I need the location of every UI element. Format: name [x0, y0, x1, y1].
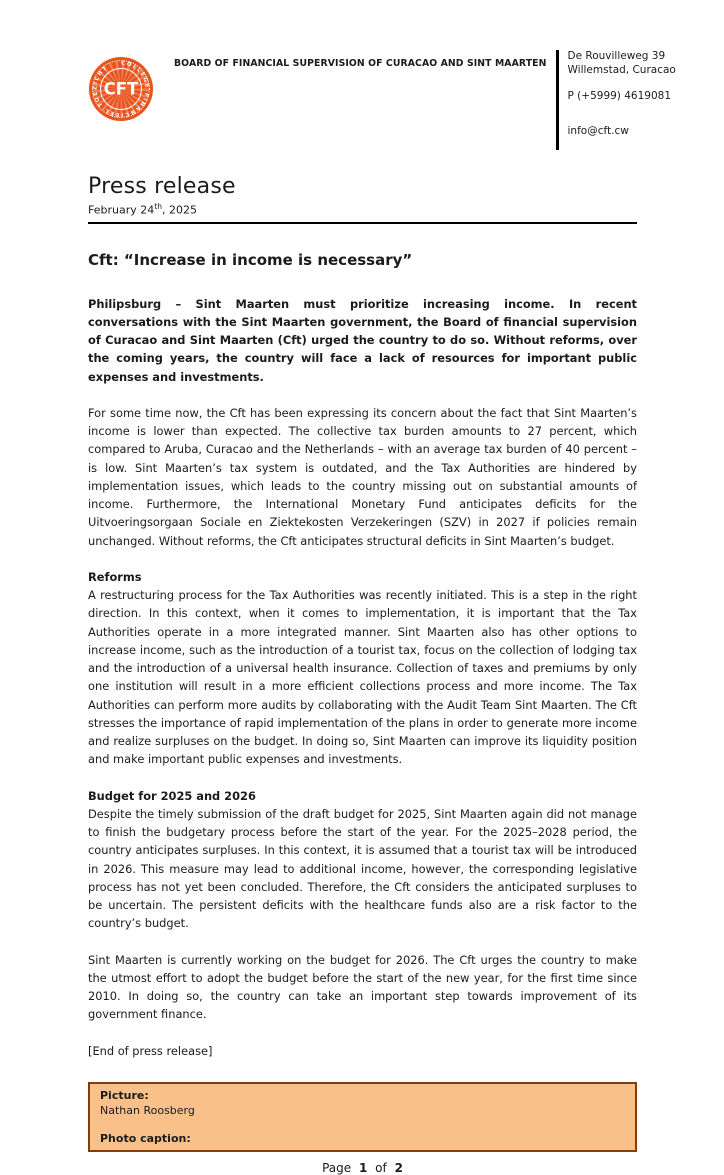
address-line-2: Willemstad, Curacao — [567, 63, 676, 76]
date-ordinal — [154, 202, 162, 211]
footer-page-number: 1 — [358, 1161, 368, 1175]
paragraph-concern: For some time now, the Cft has been expressing its concern about the fact that Sint Maarten’s income is lower than expected. The collective tax burden amounts to 27 percent, which compared to Aruba, Curacao and the Netherlands – with an average tax burden of 40 percent – is low. Sint Maarten’s tax system is outdated, and the Tax Authorities are hindered by implementation issues, which leads to the country missing out on substantial amounts of income. Furthermore, the International Monetary Fund anticipates deficits for the Uitvoeringsorgaan Sociale en Ziektekosten Verzekeringen (SZV) in 2027 if policies remain unchanged. Without reforms, the Cft anticipates structural deficits in Sint Maarten’s budget. — [88, 405, 637, 548]
phone-number: P (+5999) 4619081 — [567, 89, 671, 102]
article-body — [88, 251, 637, 1060]
footer-total-pages: 2 — [394, 1161, 403, 1175]
page-footer — [88, 1161, 637, 1175]
contact-block — [556, 50, 676, 150]
contact-spacer — [568, 104, 676, 125]
end-of-release-note: [End of press release] — [88, 1043, 213, 1058]
document-type-title: Press release — [88, 174, 236, 199]
section-heading-reforms: Reforms — [88, 569, 142, 584]
date-ordinal-text: th — [154, 202, 162, 211]
release-date — [88, 202, 637, 217]
attachment-info-box — [88, 1082, 637, 1153]
cft-logo-graphic — [88, 56, 154, 122]
picture-label: Picture: — [100, 1088, 149, 1102]
footer-page-word: Page — [322, 1161, 352, 1175]
letterhead — [88, 48, 676, 150]
masthead — [88, 174, 637, 224]
paragraph-budget-2026: Sint Maarten is currently working on the budget for 2026. The Cft urges the country to make the utmost effort to adopt the budget before the start of the new year, for the first time since 2010. In doing so, the country can take an important step towards improvement of its government finance. — [88, 952, 637, 1022]
cft-logo — [88, 56, 154, 122]
section-body-reforms: A restructuring process for the Tax Authorities was recently initiated. This is a step in the right direction. In this context, when it comes to implementation, it is important that the Tax Authorities operate in a more integrated manner. Sint Maarten also has other options to increase income, such as the introduction of a tourist tax, focus on the collection of lodging tax and the introduction of a universal health insurance. Collection of taxes and premiums by only one institution will result in a more efficient collections process and more income. The Tax Authorities can perform more audits by collaborating with the Audit Team Sint Maarten. The Cft stresses the importance of rapid implementation of the plans in order to generate more income and realize surpluses on the budget. In doing so, Sint Maarten can improve its liquidity position and make important public expenses and investments. — [88, 588, 637, 767]
section-body-budget: Despite the timely submission of the draft budget for 2025, Sint Maarten again did not manage to finish the budgetary process before the start of the year. For the 2025–2028 period, the country anticipates surpluses. In this context, it is assumed that a tourist tax will be introduced in 2026. This measure may lead to additional income, however, the corresponding legislative process has not yet been concluded. Therefore, the Cft considers the anticipated surpluses to be uncertain. The persistent deficits with the healthcare funds also are a risk factor to the country’s budget. — [88, 806, 637, 931]
address-line-1: De Rouvilleweg 39 — [567, 50, 666, 62]
headline: Cft: “Increase in income is necessary” — [88, 250, 413, 269]
photo-caption-label: Photo caption: — [100, 1131, 191, 1145]
masthead-divider — [88, 222, 637, 224]
footer-of-word: of — [375, 1161, 387, 1175]
contact-spacer — [568, 78, 676, 90]
logo-ring-text: COLLEGE FINANCIEEL TOEZICHT — [92, 60, 150, 118]
section-heading-budget: Budget for 2025 and 2026 — [88, 788, 256, 803]
date-prefix: February 24 — [88, 203, 155, 217]
organization-name: BOARD OF FINANCIAL SUPERVISION OF CURACAO AND SINT MAARTEN — [174, 58, 547, 69]
picture-credit: Nathan Roosberg — [100, 1103, 195, 1117]
logo-monogram: CFT — [103, 79, 139, 99]
email-address: info@cft.cw — [567, 124, 629, 137]
box-spacer — [100, 1119, 625, 1132]
lead-paragraph: Philipsburg – Sint Maarten must prioritize increasing income. In recent conversations with the Sint Maarten government, the Board of financial supervision of Curacao and Sint Maarten (Cft) urged the country to do so. Without reforms, over the coming years, the country will face a lack of resources for important public expenses and investments. — [88, 296, 637, 384]
date-suffix: , 2025 — [161, 203, 197, 217]
